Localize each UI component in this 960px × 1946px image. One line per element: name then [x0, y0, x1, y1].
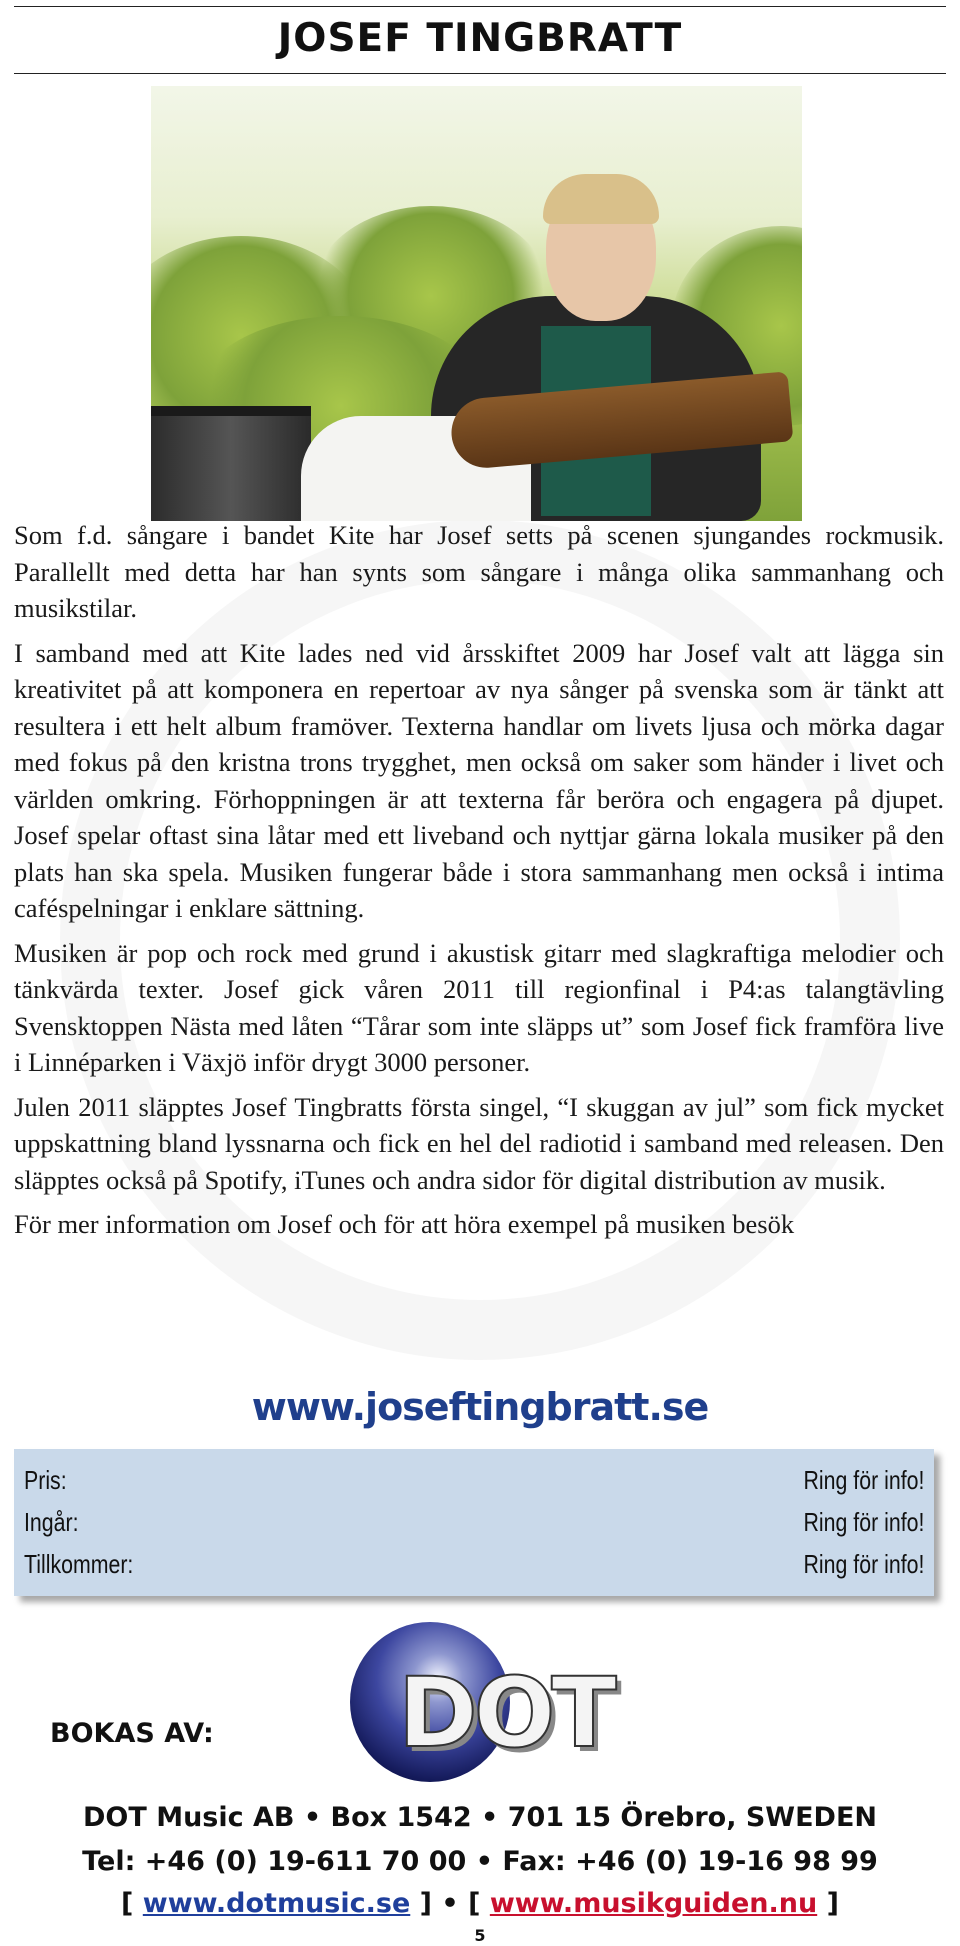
paragraph-2: I samband med att Kite lades ned vid årsskiftet 2009 har Josef valt att lägga sin kreativitet på att komponera en repertoar av nya sånger på svenska som är tänkt att resultera i ett helt album framöver. Texterna handlar om livets ljusa och mörka dagar med fokus på den kristna trons trygghet, men också om saker som händer i livet och världen omkring. Förhoppningen är att texterna får beröra och engagera på djupet. Josef spelar oftast sina låtar med ett liveband och nyttjar gärna lokala musiker på den plats han ska spela. Musiken fungerar både i stora sammanhang men också i intima caféspelningar i enklare sättning. [14, 637, 944, 923]
paragraph-1: Som f.d. sångare i bandet Kite har Josef setts på scenen sjungandes rockmusik. Parallellt med detta har han synts som sångare i många olika sammanhang och musikstilar. [14, 520, 944, 623]
booking-label: BOKAS AV: [50, 1718, 214, 1749]
trash-bin [151, 406, 311, 521]
bracket-separator: ] • [ [419, 1888, 481, 1919]
extras-row [24, 1549, 924, 1589]
title-rule [14, 73, 946, 74]
paragraph-5: För mer information om Josef och för att höra exempel på musiken besök [14, 1209, 795, 1239]
dot-logo: DOT [398, 1657, 613, 1769]
price-label: Pris: [24, 1465, 67, 1495]
dotmusic-link[interactable]: www.dotmusic.se [142, 1888, 411, 1919]
extras-label: Tillkommer: [24, 1549, 134, 1579]
page-title: JOSEF TINGBRATT [277, 16, 683, 61]
includes-row [24, 1507, 924, 1547]
body-text [14, 517, 944, 1251]
bracket-open: [ [121, 1888, 134, 1919]
paragraph-3: Musiken är pop och rock med grund i akustisk gitarr med slagkraftiga melodier och tänkvärda texter. Josef gick våren 2011 till regionfinal i P4:as talangtävling Svensktoppen Nästa med låten “Tårar som inte släpps ut” som Josef fick framföra live i Linnéparken i Växjö inför drygt 3000 personer. [14, 937, 944, 1077]
bracket-close: ] [826, 1888, 839, 1919]
price-box [14, 1449, 934, 1596]
contact-links [0, 1888, 960, 1919]
extras-value: Ring för info! [803, 1549, 924, 1579]
paragraph-4: Julen 2011 släpptes Josef Tingbratts första singel, “I skuggan av jul” som fick mycket uppskattning bland lyssnarna och fick en hel del radiotid i samband med releasen. Den släpptes också på Spotify, iTunes och andra sidor för digital distribution av musik. [14, 1091, 944, 1195]
artist-website-link[interactable]: www.joseftingbratt.se [251, 1385, 709, 1429]
page-number: 5 [474, 1926, 486, 1945]
includes-label: Ingår: [24, 1507, 79, 1537]
top-rule [14, 6, 946, 7]
contact-address: DOT Music AB • Box 1542 • 701 15 Örebro, SWEDEN [83, 1802, 877, 1833]
price-row [24, 1465, 924, 1505]
artist-photo [151, 86, 802, 521]
includes-value: Ring för info! [803, 1507, 924, 1537]
musikguiden-link[interactable]: www.musikguiden.nu [489, 1888, 818, 1919]
price-value: Ring för info! [803, 1465, 924, 1495]
contact-phone: Tel: +46 (0) 19-611 70 00 • Fax: +46 (0) 19-16 98 99 [82, 1846, 878, 1877]
